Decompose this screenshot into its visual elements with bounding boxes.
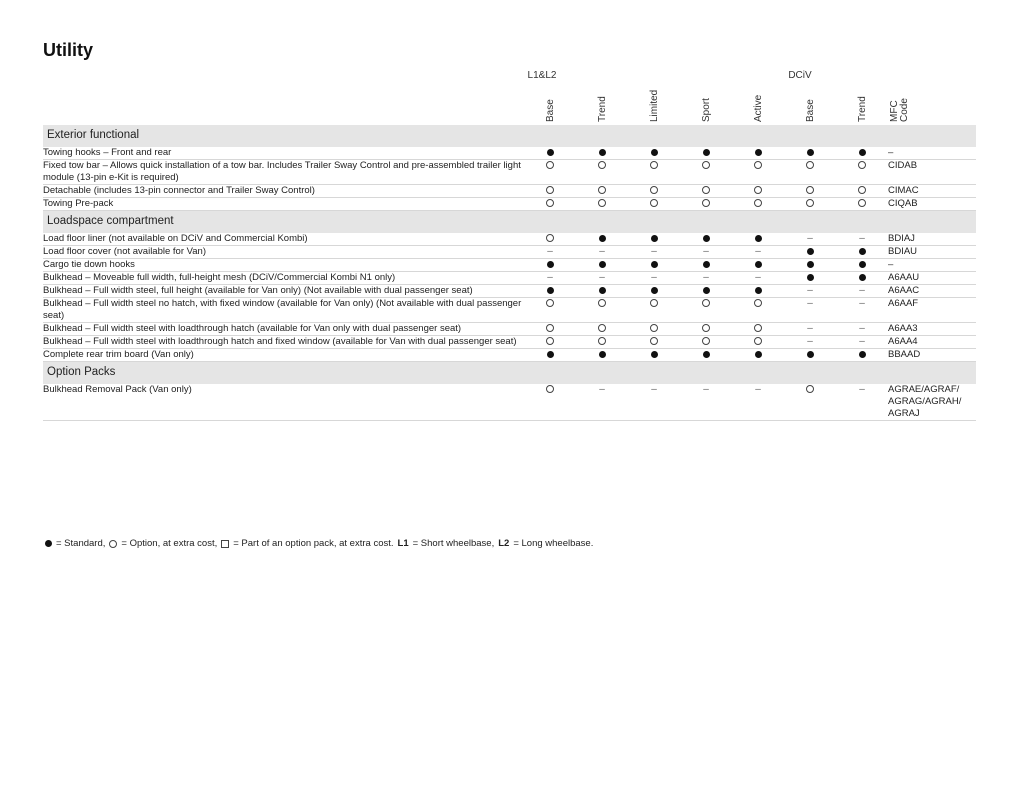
mfc-code: CIDAB: [888, 160, 976, 185]
feature-label: Bulkhead – Full width steel, full height (available for Van only) (Not available with dual passenger seat): [43, 285, 524, 298]
not-available-dash-icon: –: [859, 384, 865, 395]
availability-cell: [680, 198, 732, 211]
not-available-dash-icon: –: [547, 246, 553, 257]
option-ring-icon: [754, 299, 762, 307]
availability-cell: [784, 298, 836, 323]
availability-cell: [784, 233, 836, 246]
feature-label: Load floor cover (not available for Van): [43, 246, 524, 259]
availability-cell: [680, 336, 732, 349]
mfc-code: A6AA4: [888, 336, 976, 349]
standard-dot-icon: [703, 149, 710, 156]
feature-label: Detachable (includes 13-pin connector and Trailer Sway Control): [43, 185, 524, 198]
option-ring-icon: [702, 199, 710, 207]
table-row: [43, 336, 976, 349]
mfc-code: –: [888, 259, 976, 272]
not-available-dash-icon: –: [807, 323, 813, 334]
availability-cell: [784, 198, 836, 211]
option-ring-icon: [702, 161, 710, 169]
availability-cell: [524, 298, 576, 323]
option-ring-icon: [546, 385, 554, 393]
availability-cell: [784, 336, 836, 349]
column-header-label: Limited: [649, 89, 660, 122]
option-ring-icon: [598, 161, 606, 169]
availability-cell: [784, 285, 836, 298]
option-ring-icon: [598, 324, 606, 332]
availability-cell: [524, 336, 576, 349]
availability-cell: [576, 246, 628, 259]
availability-cell: [576, 336, 628, 349]
standard-dot-icon: [807, 274, 814, 281]
standard-dot-icon: [859, 248, 866, 255]
availability-cell: [576, 298, 628, 323]
availability-cell: [628, 147, 680, 160]
standard-dot-icon: [807, 261, 814, 268]
availability-cell: [524, 323, 576, 336]
standard-dot-icon: [547, 351, 554, 358]
availability-cell: [680, 298, 732, 323]
availability-cell: [576, 259, 628, 272]
section-header: [43, 362, 976, 385]
option-ring-icon: [598, 199, 606, 207]
spec-table: [43, 125, 976, 421]
availability-cell: [628, 349, 680, 362]
availability-cell: [732, 185, 784, 198]
availability-cell: [524, 259, 576, 272]
option-ring-icon: [650, 337, 658, 345]
column-header: [597, 88, 611, 122]
standard-dot-icon: [599, 351, 606, 358]
standard-dot-icon: [651, 287, 658, 294]
availability-cell: [784, 323, 836, 336]
standard-dot-icon: [599, 235, 606, 242]
column-header: [805, 88, 819, 122]
option-ring-icon: [806, 385, 814, 393]
feature-label: Towing hooks – Front and rear: [43, 147, 524, 160]
availability-cell: [784, 384, 836, 421]
availability-cell: [628, 384, 680, 421]
availability-cell: [576, 272, 628, 285]
not-available-dash-icon: –: [807, 285, 813, 296]
not-available-dash-icon: –: [599, 384, 605, 395]
option-ring-icon: [754, 324, 762, 332]
section-title: Exterior functional: [43, 125, 976, 147]
feature-label: Towing Pre-pack: [43, 198, 524, 211]
table-row: [43, 259, 976, 272]
availability-cell: [836, 349, 888, 362]
feature-label: Bulkhead – Moveable full width, full-height mesh (DCiV/Commercial Kombi N1 only): [43, 272, 524, 285]
legend-option: = Option, at extra cost,: [121, 538, 218, 549]
availability-cell: [628, 285, 680, 298]
option-ring-icon: [650, 299, 658, 307]
not-available-dash-icon: –: [859, 323, 865, 334]
availability-cell: [680, 323, 732, 336]
feature-label: Bulkhead Removal Pack (Van only): [43, 384, 524, 421]
availability-cell: [524, 285, 576, 298]
availability-cell: [836, 384, 888, 421]
not-available-dash-icon: –: [807, 298, 813, 309]
availability-cell: [524, 198, 576, 211]
availability-cell: [732, 246, 784, 259]
option-ring-icon: [598, 186, 606, 194]
standard-dot-icon: [651, 351, 658, 358]
availability-cell: [732, 349, 784, 362]
option-ring-icon: [546, 299, 554, 307]
availability-cell: [784, 259, 836, 272]
availability-cell: [680, 233, 732, 246]
availability-cell: [836, 259, 888, 272]
group-label-l1l2: L1&L2: [527, 70, 557, 81]
table-row: [43, 246, 976, 259]
availability-cell: [680, 246, 732, 259]
legend-l1-key: L1: [397, 538, 409, 549]
feature-label: Fixed tow bar – Allows quick installation of a tow bar. Includes Trailer Sway Control and pre-assembled trailer light module (13-pin e-Kit is required): [43, 160, 524, 185]
availability-cell: [576, 349, 628, 362]
availability-cell: [524, 147, 576, 160]
option-ring-icon: [754, 199, 762, 207]
standard-dot-icon: [45, 540, 52, 547]
option-ring-icon: [546, 199, 554, 207]
availability-cell: [836, 147, 888, 160]
column-header-label: Trend: [857, 96, 868, 122]
option-ring-icon: [109, 540, 117, 548]
standard-dot-icon: [703, 261, 710, 268]
not-available-dash-icon: –: [703, 246, 709, 257]
availability-cell: [732, 298, 784, 323]
availability-cell: [836, 198, 888, 211]
option-ring-icon: [754, 161, 762, 169]
not-available-dash-icon: –: [599, 272, 605, 283]
option-ring-icon: [598, 337, 606, 345]
availability-cell: [628, 160, 680, 185]
legend-l1-text: = Short wheelbase,: [412, 538, 495, 549]
mfc-code: A6AAC: [888, 285, 976, 298]
standard-dot-icon: [703, 235, 710, 242]
standard-dot-icon: [859, 261, 866, 268]
availability-cell: [680, 272, 732, 285]
not-available-dash-icon: –: [859, 336, 865, 347]
not-available-dash-icon: –: [651, 246, 657, 257]
availability-cell: [628, 336, 680, 349]
group-label-dciv: DCiV: [788, 70, 812, 81]
option-ring-icon: [546, 234, 554, 242]
legend-l2-key: L2: [498, 538, 510, 549]
column-header: [545, 88, 559, 122]
option-ring-icon: [806, 199, 814, 207]
option-ring-icon: [650, 186, 658, 194]
availability-cell: [628, 246, 680, 259]
standard-dot-icon: [651, 149, 658, 156]
feature-label: Bulkhead – Full width steel with loadthrough hatch and fixed window (available for Van with dual passenger seat): [43, 336, 524, 349]
availability-cell: [732, 259, 784, 272]
not-available-dash-icon: –: [651, 272, 657, 283]
standard-dot-icon: [807, 248, 814, 255]
availability-cell: [524, 246, 576, 259]
standard-dot-icon: [755, 235, 762, 242]
standard-dot-icon: [755, 261, 762, 268]
availability-cell: [524, 272, 576, 285]
availability-cell: [732, 285, 784, 298]
option-ring-icon: [650, 324, 658, 332]
option-ring-icon: [806, 186, 814, 194]
not-available-dash-icon: –: [807, 336, 813, 347]
availability-cell: [576, 285, 628, 298]
mfc-code: CIMAC: [888, 185, 976, 198]
availability-cell: [628, 272, 680, 285]
availability-cell: [732, 323, 784, 336]
feature-label: Complete rear trim board (Van only): [43, 349, 524, 362]
availability-cell: [576, 160, 628, 185]
table-row: [43, 160, 976, 185]
standard-dot-icon: [703, 351, 710, 358]
feature-label: Bulkhead – Full width steel with loadthrough hatch (available for Van only with dual passenger seat): [43, 323, 524, 336]
table-row: [43, 185, 976, 198]
option-ring-icon: [754, 186, 762, 194]
availability-cell: [732, 384, 784, 421]
availability-cell: [576, 323, 628, 336]
availability-cell: [524, 160, 576, 185]
legend-l2-text: = Long wheelbase.: [513, 538, 594, 549]
not-available-dash-icon: –: [859, 233, 865, 244]
section-title: Option Packs: [43, 362, 976, 385]
standard-dot-icon: [859, 149, 866, 156]
table-row: [43, 233, 976, 246]
standard-dot-icon: [599, 261, 606, 268]
standard-dot-icon: [599, 287, 606, 294]
not-available-dash-icon: –: [599, 246, 605, 257]
table-row: [43, 323, 976, 336]
availability-cell: [732, 233, 784, 246]
option-ring-icon: [546, 324, 554, 332]
availability-cell: [836, 160, 888, 185]
table-row: [43, 272, 976, 285]
availability-cell: [680, 147, 732, 160]
availability-cell: [784, 147, 836, 160]
column-header: [701, 88, 715, 122]
mfc-code: BDIAU: [888, 246, 976, 259]
availability-cell: [576, 185, 628, 198]
availability-cell: [628, 323, 680, 336]
option-ring-icon: [754, 337, 762, 345]
availability-cell: [628, 198, 680, 211]
not-available-dash-icon: –: [859, 285, 865, 296]
standard-dot-icon: [807, 149, 814, 156]
column-header-label: Active: [753, 94, 764, 122]
availability-cell: [732, 198, 784, 211]
feature-label: Cargo tie down hooks: [43, 259, 524, 272]
table-row: [43, 285, 976, 298]
mfc-code: BBAAD: [888, 349, 976, 362]
standard-dot-icon: [755, 149, 762, 156]
column-header-label: Sport: [701, 98, 712, 122]
availability-cell: [784, 246, 836, 259]
availability-cell: [524, 384, 576, 421]
availability-cell: [784, 349, 836, 362]
availability-cell: [836, 272, 888, 285]
standard-dot-icon: [547, 287, 554, 294]
column-header: [649, 88, 663, 122]
availability-cell: [836, 298, 888, 323]
not-available-dash-icon: –: [755, 246, 761, 257]
standard-dot-icon: [547, 261, 554, 268]
option-ring-icon: [702, 337, 710, 345]
option-ring-icon: [650, 161, 658, 169]
availability-cell: [836, 246, 888, 259]
not-available-dash-icon: –: [807, 233, 813, 244]
table-row: [43, 298, 976, 323]
availability-cell: [836, 185, 888, 198]
legend: [45, 538, 593, 549]
option-ring-icon: [702, 299, 710, 307]
column-header: [753, 88, 767, 122]
legend-standard: = Standard,: [56, 538, 106, 549]
table-row: [43, 147, 976, 160]
availability-cell: [836, 336, 888, 349]
standard-dot-icon: [547, 149, 554, 156]
not-available-dash-icon: –: [651, 384, 657, 395]
section-title: Loadspace compartment: [43, 211, 976, 234]
availability-cell: [576, 384, 628, 421]
column-header-label: Base: [805, 99, 816, 122]
table-row: [43, 384, 976, 421]
availability-cell: [732, 147, 784, 160]
option-pack-square-icon: [221, 540, 229, 548]
option-ring-icon: [650, 199, 658, 207]
page-title: Utility: [43, 40, 94, 60]
availability-cell: [524, 349, 576, 362]
availability-cell: [680, 259, 732, 272]
option-ring-icon: [858, 161, 866, 169]
mfc-code: –: [888, 147, 976, 160]
availability-cell: [732, 160, 784, 185]
not-available-dash-icon: –: [547, 272, 553, 283]
availability-cell: [784, 272, 836, 285]
availability-cell: [680, 185, 732, 198]
section-header: [43, 125, 976, 147]
standard-dot-icon: [703, 287, 710, 294]
column-header-label: MFC Code: [889, 98, 910, 122]
availability-cell: [576, 147, 628, 160]
standard-dot-icon: [599, 149, 606, 156]
section-header: [43, 211, 976, 234]
availability-cell: [784, 185, 836, 198]
availability-cell: [680, 160, 732, 185]
option-ring-icon: [858, 199, 866, 207]
mfc-code: BDIAJ: [888, 233, 976, 246]
option-ring-icon: [546, 337, 554, 345]
availability-cell: [628, 185, 680, 198]
standard-dot-icon: [651, 235, 658, 242]
legend-pack: = Part of an option pack, at extra cost.: [233, 538, 394, 549]
availability-cell: [576, 198, 628, 211]
availability-cell: [524, 185, 576, 198]
availability-cell: [680, 349, 732, 362]
not-available-dash-icon: –: [755, 384, 761, 395]
feature-label: Bulkhead – Full width steel no hatch, with fixed window (available for Van only) (Not available with dual passenger seat): [43, 298, 524, 323]
table-row: [43, 349, 976, 362]
column-header-label: Base: [545, 99, 556, 122]
not-available-dash-icon: –: [859, 298, 865, 309]
column-header-mfc-code: [889, 88, 910, 122]
availability-cell: [784, 160, 836, 185]
availability-cell: [836, 233, 888, 246]
mfc-code: CIQAB: [888, 198, 976, 211]
availability-cell: [836, 323, 888, 336]
standard-dot-icon: [755, 287, 762, 294]
availability-cell: [732, 336, 784, 349]
table-row: [43, 198, 976, 211]
standard-dot-icon: [755, 351, 762, 358]
option-ring-icon: [858, 186, 866, 194]
option-ring-icon: [598, 299, 606, 307]
mfc-code: AGRAE/AGRAF/ AGRAG/AGRAH/ AGRAJ: [888, 384, 976, 421]
availability-cell: [628, 298, 680, 323]
availability-cell: [732, 272, 784, 285]
feature-label: Load floor liner (not available on DCiV and Commercial Kombi): [43, 233, 524, 246]
option-ring-icon: [702, 324, 710, 332]
mfc-code: A6AAU: [888, 272, 976, 285]
availability-cell: [628, 233, 680, 246]
standard-dot-icon: [807, 351, 814, 358]
availability-cell: [680, 384, 732, 421]
standard-dot-icon: [859, 274, 866, 281]
availability-cell: [576, 233, 628, 246]
option-ring-icon: [546, 161, 554, 169]
availability-cell: [628, 259, 680, 272]
standard-dot-icon: [651, 261, 658, 268]
column-header: [857, 88, 871, 122]
mfc-code: A6AA3: [888, 323, 976, 336]
option-ring-icon: [546, 186, 554, 194]
availability-cell: [680, 285, 732, 298]
not-available-dash-icon: –: [703, 384, 709, 395]
availability-cell: [524, 233, 576, 246]
standard-dot-icon: [859, 351, 866, 358]
column-header-label: Trend: [597, 96, 608, 122]
not-available-dash-icon: –: [703, 272, 709, 283]
mfc-code: A6AAF: [888, 298, 976, 323]
availability-cell: [836, 285, 888, 298]
option-ring-icon: [702, 186, 710, 194]
option-ring-icon: [806, 161, 814, 169]
not-available-dash-icon: –: [755, 272, 761, 283]
